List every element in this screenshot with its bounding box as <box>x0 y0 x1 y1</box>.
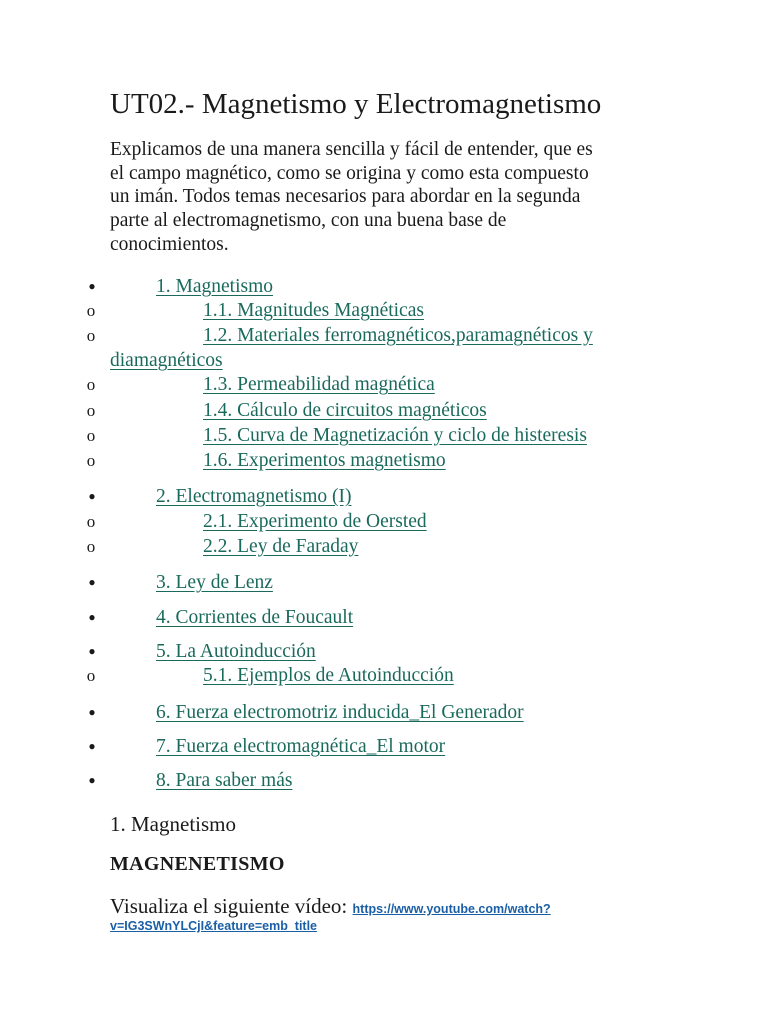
bullet-icon: ● <box>88 705 96 719</box>
bullet-icon: ● <box>88 610 96 624</box>
video-url-link[interactable]: https://www.youtube.com/watch? <box>352 902 551 916</box>
toc-link-6[interactable]: 6. Fuerza electromotriz inducida_El Generador <box>156 702 524 723</box>
circle-bullet-icon: o <box>86 301 96 320</box>
toc-subitem <box>0 298 768 323</box>
toc-link-4[interactable]: 4. Corrientes de Foucault <box>156 607 354 628</box>
toc-subitem <box>0 423 768 448</box>
toc-item <box>0 639 768 664</box>
toc-item <box>0 700 768 725</box>
page-title: UT02.- Magnetismo y Electromagnetismo <box>110 88 602 120</box>
toc-subitem <box>0 323 768 348</box>
toc-link-1-5[interactable]: 1.5. Curva de Magnetización y ciclo de histeresis <box>203 425 587 446</box>
toc-link-1-6[interactable]: 1.6. Experimentos magnetismo <box>203 450 446 471</box>
toc-item <box>0 484 768 509</box>
bullet-icon: ● <box>88 489 96 503</box>
toc-link-5-1[interactable]: 5.1. Ejemplos de Autoinducción <box>203 665 454 686</box>
toc-subitem <box>0 509 768 534</box>
intro-line: parte al electromagnetismo, con una buena base de <box>110 210 507 232</box>
circle-bullet-icon: o <box>86 512 96 531</box>
toc-item <box>0 734 768 759</box>
toc-link-1-2[interactable]: 1.2. Materiales ferromagnéticos,paramagnéticos y <box>203 325 593 346</box>
circle-bullet-icon: o <box>86 375 96 394</box>
toc-link-1-3[interactable]: 1.3. Permeabilidad magnética <box>203 374 435 395</box>
circle-bullet-icon: o <box>86 666 96 685</box>
toc-link-2-2[interactable]: 2.2. Ley de Faraday <box>203 536 359 557</box>
toc-link-1[interactable]: 1. Magnetismo <box>156 276 273 297</box>
toc-subitem-continuation <box>0 348 768 373</box>
toc-link-1-2-continued[interactable]: diamagnéticos <box>110 350 223 371</box>
video-url-link-continued[interactable]: v=IG3SWnYLCjI&feature=emb_title <box>110 919 318 933</box>
intro-line: Explicamos de una manera sencilla y fácil de entender, que es <box>110 139 593 160</box>
video-label: Visualiza el siguiente vídeo: <box>110 894 353 918</box>
bullet-icon: ● <box>88 739 96 753</box>
toc-link-1-1[interactable]: 1.1. Magnitudes Magnéticas <box>203 300 424 321</box>
intro-line: un imán. Todos temas necesarios para abordar en la segunda <box>110 186 581 208</box>
bullet-icon: ● <box>88 279 96 293</box>
toc-item <box>0 274 768 299</box>
toc-link-1-4[interactable]: 1.4. Cálculo de circuitos magnéticos <box>203 400 487 421</box>
toc-item <box>0 768 768 793</box>
toc-link-5[interactable]: 5. La Autoinducción <box>156 641 316 662</box>
toc-subitem <box>0 448 768 473</box>
bullet-icon: ● <box>88 575 96 589</box>
toc-link-2[interactable]: 2. Electromagnetismo (I) <box>156 486 352 507</box>
bullet-icon: ● <box>88 773 96 787</box>
circle-bullet-icon: o <box>86 537 96 556</box>
toc-link-7[interactable]: 7. Fuerza electromagnética_El motor <box>156 736 446 757</box>
toc-item <box>0 605 768 630</box>
toc-subitem <box>0 534 768 559</box>
intro-line: conocimientos. <box>110 233 229 255</box>
toc-subitem <box>0 372 768 397</box>
toc-link-3[interactable]: 3. Ley de Lenz <box>156 572 273 593</box>
toc-link-8[interactable]: 8. Para saber más <box>156 770 293 791</box>
section-heading: 1. Magnetismo <box>110 812 236 836</box>
toc-item <box>0 570 768 595</box>
circle-bullet-icon: o <box>86 401 96 420</box>
toc-link-2-1[interactable]: 2.1. Experimento de Oersted <box>203 511 427 532</box>
bold-heading: MAGNENETISMO <box>110 853 285 875</box>
toc-subitem <box>0 663 768 688</box>
intro-paragraph <box>110 138 670 257</box>
circle-bullet-icon: o <box>86 426 96 445</box>
circle-bullet-icon: o <box>86 326 96 345</box>
circle-bullet-icon: o <box>86 451 96 470</box>
intro-line: el campo magnético, como se origina y como esta compuesto <box>110 162 589 184</box>
bullet-icon: ● <box>88 644 96 658</box>
toc-subitem <box>0 398 768 423</box>
